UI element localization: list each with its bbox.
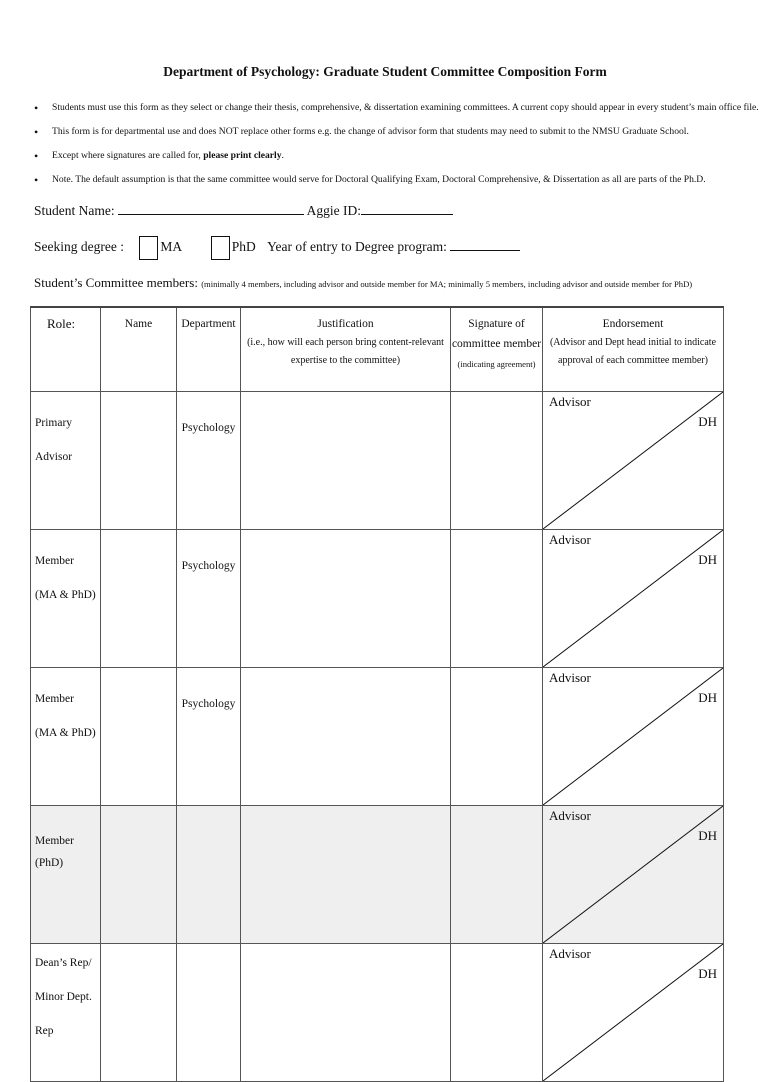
role-text: Member <box>35 835 74 847</box>
advisor-label: Advisor <box>549 670 591 685</box>
table-row <box>31 392 724 530</box>
signature-title: Signature of committee member <box>451 318 542 350</box>
advisor-label: Advisor <box>549 808 591 823</box>
advisor-label: Advisor <box>549 946 591 961</box>
phd-label: PhD <box>231 239 256 255</box>
role-cell <box>31 530 101 668</box>
instruction-item: • This form is for departmental use and does NOT replace other forms e.g. the change of advisor form that students may need to submit to the NMSU Graduate School. <box>34 124 734 148</box>
justification-title: Justification <box>317 318 374 330</box>
diagonal-divider <box>543 530 723 667</box>
aggie-id-field[interactable] <box>361 202 453 215</box>
dh-label: DH <box>698 966 717 981</box>
year-entry-label: Year of entry to Degree program: <box>267 239 447 255</box>
role-text: Minor Dept. <box>35 991 92 1003</box>
table-row <box>31 530 724 668</box>
dh-label: DH <box>698 552 717 567</box>
name-cell[interactable] <box>101 668 177 806</box>
department-cell: Psychology <box>177 668 241 806</box>
header-signature <box>451 307 543 392</box>
endorsement-cell[interactable] <box>543 806 724 944</box>
committee-table <box>30 306 724 1082</box>
instruction-item <box>34 148 734 172</box>
role-text: Advisor <box>35 451 73 463</box>
role-text: Rep <box>35 1025 54 1037</box>
department-cell <box>177 944 241 1082</box>
diagonal-divider <box>543 806 723 943</box>
diagonal-divider <box>543 392 723 529</box>
endorsement-title: Endorsement <box>602 318 664 330</box>
print-clearly-emphasis: please print clearly <box>203 150 282 161</box>
aggie-id-label: Aggie ID: <box>306 203 362 218</box>
signature-subtitle: (indicating agreement) <box>457 359 536 369</box>
header-role: Role: <box>31 307 101 392</box>
role-cell <box>31 944 101 1082</box>
form-title: Department of Psychology: Graduate Student Committee Composition Form <box>163 64 607 79</box>
dh-label: DH <box>698 414 717 429</box>
phd-checkbox[interactable] <box>211 236 230 260</box>
name-cell[interactable] <box>101 392 177 530</box>
table-row <box>31 944 724 1082</box>
committee-note: (minimally 4 members, including advisor and outside member for MA; minimally 5 members, including advisor and outside member for PhD) <box>201 279 693 289</box>
justification-cell[interactable] <box>241 392 451 530</box>
signature-cell[interactable] <box>451 392 543 530</box>
role-text: (MA & PhD) <box>35 727 96 739</box>
seeking-degree-label: Seeking degree : <box>34 239 124 255</box>
role-text: (PhD) <box>35 857 64 869</box>
role-text: Member <box>35 693 74 705</box>
role-cell <box>31 668 101 806</box>
signature-cell[interactable] <box>451 806 543 944</box>
endorsement-subtitle: (Advisor and Dept head initial to indicate approval of each committee member) <box>549 337 717 366</box>
name-cell[interactable] <box>101 806 177 944</box>
diagonal-divider <box>543 944 723 1081</box>
degree-row <box>34 236 520 260</box>
table-row <box>31 806 724 944</box>
student-name-field[interactable] <box>118 202 304 215</box>
role-text: Dean’s Rep/ <box>35 957 92 969</box>
instructions-list <box>34 100 759 196</box>
ma-label: MA <box>160 239 182 255</box>
student-name-label: Student Name: <box>34 203 115 218</box>
role-text: Member <box>35 555 74 567</box>
advisor-label: Advisor <box>549 532 591 547</box>
endorsement-cell[interactable] <box>543 944 724 1082</box>
justification-cell[interactable] <box>241 944 451 1082</box>
justification-subtitle: (i.e., how will each person bring content-relevant expertise to the committee) <box>247 337 444 366</box>
justification-cell[interactable] <box>241 806 451 944</box>
dh-label: DH <box>698 828 717 843</box>
committee-members-row <box>34 275 692 291</box>
signature-cell[interactable] <box>451 530 543 668</box>
instruction-item: • Students must use this form as they select or change their thesis, comprehensive, & dissertation examining committees. A current copy should appear in every student’s main office file. <box>34 100 734 124</box>
signature-instruction-suffix: . <box>281 150 284 161</box>
table-row <box>31 668 724 806</box>
signature-cell[interactable] <box>451 944 543 1082</box>
name-cell[interactable] <box>101 530 177 668</box>
student-info-row <box>34 202 453 219</box>
role-text: (MA & PhD) <box>35 589 96 601</box>
diagonal-divider <box>543 668 723 805</box>
endorsement-cell[interactable] <box>543 668 724 806</box>
department-cell: Psychology <box>177 392 241 530</box>
dh-label: DH <box>698 690 717 705</box>
role-cell <box>31 806 101 944</box>
year-entry-field[interactable] <box>450 238 520 251</box>
instruction-item: • Note. The default assumption is that the same committee would serve for Doctoral Qualifying Exam, Doctoral Comprehensive, & Dissertation as all are parts of the Ph.D. <box>34 172 734 196</box>
justification-cell[interactable] <box>241 530 451 668</box>
header-justification <box>241 307 451 392</box>
signature-instruction-prefix: Except where signatures are called for, <box>52 150 204 161</box>
department-cell <box>177 806 241 944</box>
justification-cell[interactable] <box>241 668 451 806</box>
committee-label: Student’s Committee members: <box>34 275 198 290</box>
ma-checkbox[interactable] <box>139 236 158 260</box>
endorsement-cell[interactable] <box>543 530 724 668</box>
signature-cell[interactable] <box>451 668 543 806</box>
endorsement-cell[interactable] <box>543 392 724 530</box>
header-endorsement <box>543 307 724 392</box>
role-cell <box>31 392 101 530</box>
role-text: Primary <box>35 417 73 429</box>
department-cell: Psychology <box>177 530 241 668</box>
header-name: Name <box>101 307 177 392</box>
header-department: Department <box>177 307 241 392</box>
advisor-label: Advisor <box>549 394 591 409</box>
name-cell[interactable] <box>101 944 177 1082</box>
